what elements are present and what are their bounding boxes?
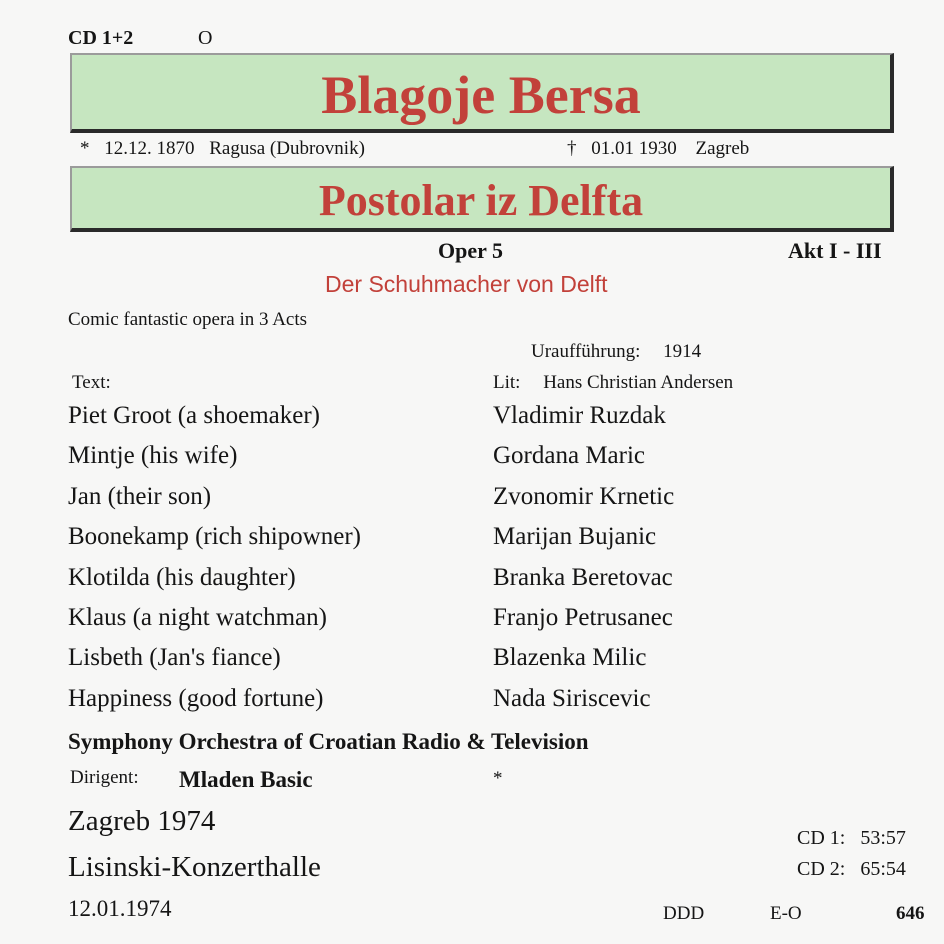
cast-singer: Branka Beretovac (493, 563, 673, 591)
cast-singer: Vladimir Ruzdak (493, 402, 666, 429)
birth-place: Ragusa (Dubrovnik) (209, 138, 365, 159)
cd-label: CD 1+2 (68, 27, 134, 49)
libretto (493, 372, 733, 394)
cast-role: Happiness (good fortune) (68, 684, 324, 712)
opera-title: Postolar iz Delfta (318, 176, 644, 225)
orchestra: Symphony Orchestra of Croatian Radio & Television (68, 729, 589, 754)
duration-time: 53:57 (860, 827, 906, 849)
text-label: Text: (72, 372, 111, 393)
cast-role: Mintje (his wife) (68, 442, 238, 470)
lit-author: Hans Christian Andersen (543, 372, 734, 393)
opera-title-banner (70, 166, 894, 232)
lit-label: Lit: (493, 372, 521, 393)
composer-banner (70, 53, 894, 133)
duration-time: 65:54 (860, 858, 906, 880)
death-place: Zagreb (695, 138, 750, 159)
birth-date: 12.12. 1870 (104, 138, 195, 159)
edition-code: E-O (770, 903, 802, 924)
german-title: Der Schuhmacher von Delft (325, 271, 608, 297)
composer-name: Blagoje Bersa (321, 65, 641, 125)
cast-singer: Marijan Bujanic (493, 523, 657, 551)
conductor-label: Dirigent: (70, 767, 139, 788)
duration-label: CD 1: (797, 827, 846, 849)
premiere-year: 1914 (663, 341, 702, 362)
premiere-label: Uraufführung: (531, 341, 641, 362)
cast-role: Klaus (a night watchman) (68, 603, 327, 631)
opera-acts: Akt I - III (788, 238, 882, 263)
conductor-mark: * (493, 768, 503, 789)
cast-role: Klotilda (his daughter) (68, 563, 296, 591)
recording-city-year: Zagreb 1974 (68, 805, 216, 837)
duration-label: CD 2: (797, 858, 846, 880)
cast-singer: Gordana Maric (493, 442, 646, 470)
cast-role: Lisbeth (Jan's fiance) (68, 644, 281, 672)
death-info (567, 138, 749, 160)
death-symbol: † (567, 138, 577, 159)
birth-symbol: * (80, 138, 90, 159)
cast-singer: Franjo Petrusanec (493, 603, 673, 631)
birth-info (80, 138, 365, 160)
recording-date: 12.01.1974 (68, 896, 172, 921)
conductor-name: Mladen Basic (179, 767, 313, 792)
catalog-number: 646 (896, 903, 925, 924)
cast-singer: Blazenka Milic (493, 644, 647, 672)
cast-role: Piet Groot (a shoemaker) (68, 402, 321, 429)
premiere (531, 341, 701, 363)
cast-singer: Nada Siriscevic (493, 684, 651, 712)
opera-description: Comic fantastic opera in 3 Acts (68, 309, 308, 330)
duration-cd2 (797, 858, 906, 881)
header-mark: O (198, 27, 213, 49)
cast-singer: Zvonomir Krnetic (493, 482, 675, 510)
death-date: 01.01 1930 (591, 138, 677, 159)
duration-cd1 (797, 827, 906, 850)
opera-number: Oper 5 (438, 238, 503, 263)
cast-role: Boonekamp (rich shipowner) (68, 523, 361, 551)
format-code: DDD (663, 903, 705, 924)
cast-role: Jan (their son) (68, 482, 212, 510)
recording-venue: Lisinski-Konzerthalle (68, 851, 321, 883)
